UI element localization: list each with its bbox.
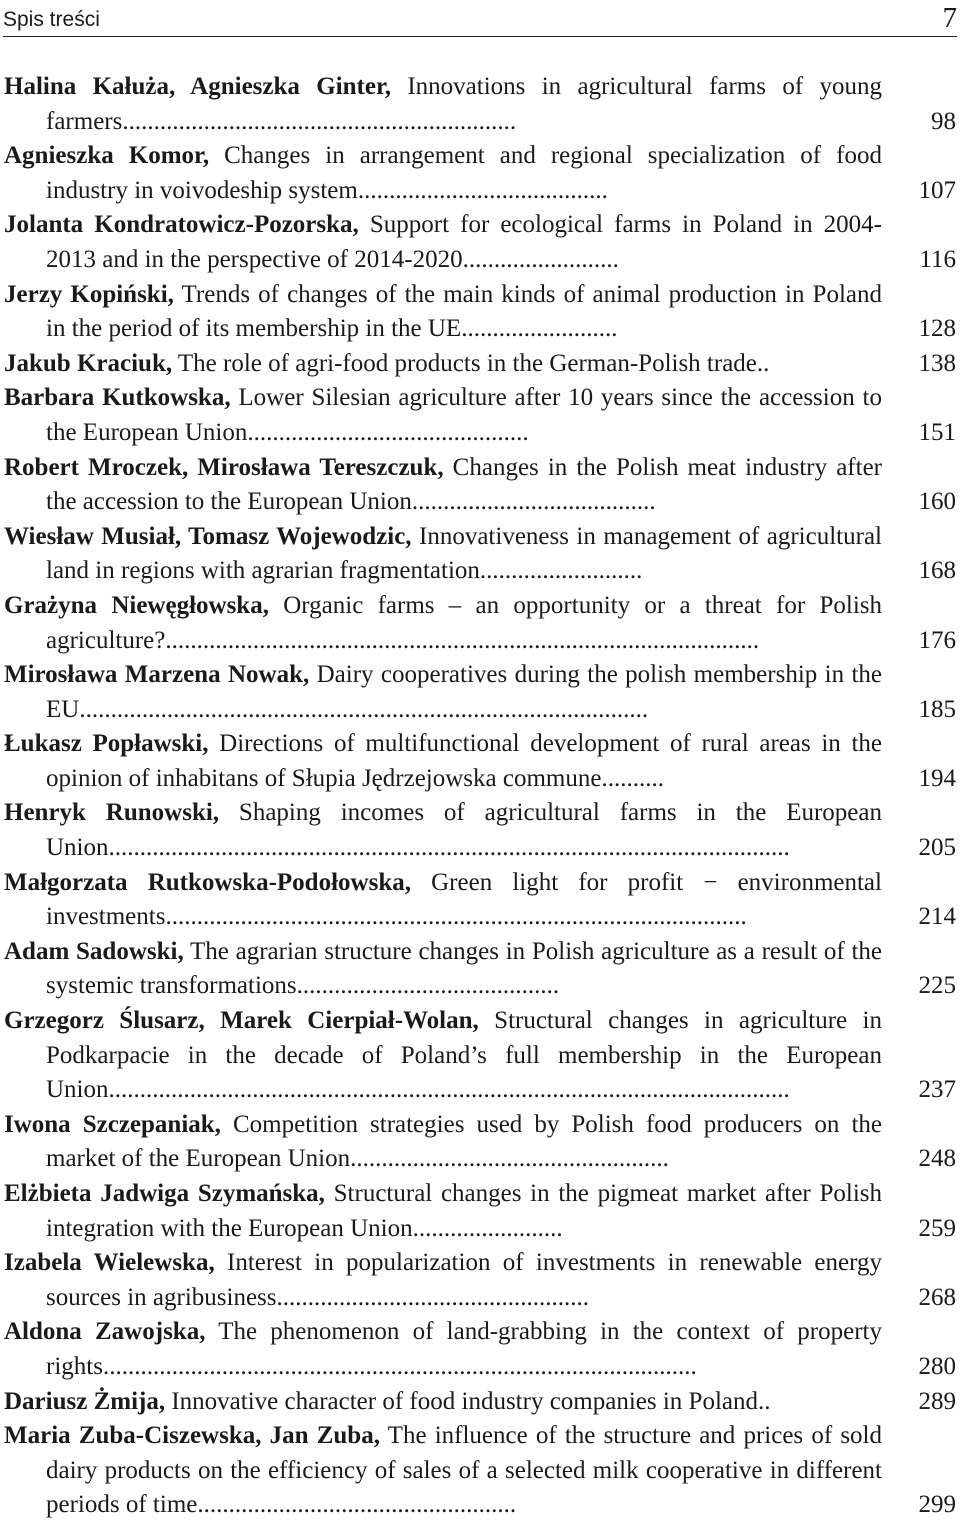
entry-leader-dots: .......................... [479, 557, 643, 585]
entry-page-number: 299 [918, 1491, 956, 1519]
entry-title: Dairy cooperatives during the polish membership in the EU [46, 661, 883, 723]
entry-page-number: 128 [918, 315, 956, 343]
entry-title: Structural changes in agriculture in Podkarpacie in the decade of Poland’s full membership in the European Union [46, 1007, 882, 1104]
entry-leader-dots: ............................................................................................................. [108, 1076, 790, 1104]
toc-entry-text [4, 520, 882, 589]
entry-title: The agrarian structure changes in Polish agriculture as a result of the systemic transformations [46, 937, 882, 1000]
entry-authors: Małgorzata Rutkowska-Podołowska, [4, 868, 411, 896]
entry-authors: Jolanta Kondratowicz-Pozorska, [4, 211, 359, 239]
toc-entry-text [4, 935, 882, 1004]
toc-entry[interactable] [4, 1315, 956, 1384]
entry-title: Changes in arrangement and regional specialization of food industry in voivodeship system [46, 142, 882, 204]
entry-title: Interest in popularization of investments in renewable energy sources in agribusiness [46, 1249, 882, 1311]
entry-page-number: 289 [918, 1387, 956, 1415]
entry-authors: Robert Mroczek, Mirosława Tereszczuk, [4, 453, 444, 481]
entry-title: Green light for profit − environmental investments [46, 868, 882, 931]
toc-entry[interactable] [4, 1108, 956, 1177]
entry-authors: Izabela Wielewska, [4, 1249, 215, 1277]
toc-entry[interactable] [4, 935, 956, 1004]
toc-entry-text [4, 1246, 882, 1315]
toc-entry-text [4, 1108, 882, 1177]
toc-entry-text [4, 1419, 882, 1523]
toc-entry[interactable] [4, 70, 956, 139]
toc-entry-text [4, 658, 882, 727]
toc-entry[interactable] [4, 1419, 956, 1523]
toc-entry[interactable] [4, 1246, 956, 1315]
entry-authors: Agnieszka Komor, [4, 142, 210, 170]
entry-title: The role of agri-food products in the German-Polish trade [172, 349, 757, 377]
entry-authors: Aldona Zawojska, [4, 1318, 206, 1346]
entry-authors: Maria Zuba-Ciszewska, Jan Zuba, [4, 1422, 380, 1450]
entry-page-number: 214 [918, 903, 956, 931]
entry-page-number: 176 [918, 626, 956, 654]
toc-entry-text [4, 796, 882, 865]
entry-title: Changes in the Polish meat industry after the accession to the European Union [46, 453, 882, 516]
entry-authors: Adam Sadowski, [4, 937, 184, 965]
toc-entry[interactable] [4, 866, 956, 935]
entry-title: Innovative character of food industry companies in Poland [165, 1387, 758, 1415]
entry-leader-dots: ............................................................................................... [102, 1352, 697, 1380]
toc-entry-text [4, 1177, 882, 1246]
entry-title: Trends of changes of the main kinds of animal production in Poland in the period of its membership in the UE [46, 280, 882, 343]
entry-page-number: 138 [918, 349, 956, 377]
toc-entry-text [4, 70, 882, 139]
entry-leader-dots: ................................................... [350, 1145, 669, 1173]
entry-authors: Iwona Szczepaniak, [4, 1110, 221, 1138]
entry-leader-dots: ......................... [462, 245, 619, 273]
toc-entry-text [4, 1385, 882, 1420]
entry-authors: Łukasz Popławski, [4, 730, 209, 758]
entry-title: Organic farms – an opportunity or a threat for Polish agriculture? [46, 591, 882, 654]
entry-authors: Elżbieta Jadwiga Szymańska, [4, 1180, 325, 1207]
toc-entry-text [4, 451, 882, 520]
entry-leader-dots: .......... [601, 764, 664, 792]
entry-title: Directions of multifunctional development of rural areas in the opinion of inhabitans of Słupia Jędrzejowska commune [46, 730, 883, 792]
entry-title: The influence of the structure and prices of sold dairy products on the efficiency of sales of a selected milk cooperative in different periods of time [46, 1422, 882, 1519]
entry-authors: Halina Kałuża, Agnieszka Ginter, [4, 73, 392, 100]
entry-leader-dots: ............................................. [247, 418, 529, 446]
toc-entry-text [4, 347, 882, 382]
toc-entry-text [4, 381, 882, 450]
entry-leader-dots: .. [758, 1387, 771, 1415]
toc-entry[interactable] [4, 1004, 956, 1108]
entry-page-number: 168 [918, 557, 956, 585]
entry-page-number: 259 [918, 1214, 956, 1242]
entry-authors: Grażyna Niewęgłowska, [4, 591, 269, 619]
entry-page-number: 98 [931, 107, 956, 135]
toc-entry-text [4, 727, 882, 796]
toc-entry[interactable] [4, 589, 956, 658]
entry-leader-dots: ......................... [461, 315, 618, 343]
entry-title: Support for ecological farms in Poland in 2004-2013 and in the perspective of 2014-2020 [46, 211, 882, 273]
toc-entry-text [4, 278, 882, 347]
entry-authors: Grzegorz Ślusarz, Marek Cierpiał-Wolan, [4, 1007, 479, 1035]
entry-page-number: 185 [918, 695, 956, 723]
entry-page-number: 107 [918, 176, 956, 204]
toc-entry[interactable] [4, 347, 956, 382]
entry-authors: Jakub Kraciuk, [4, 349, 173, 377]
toc-entry[interactable] [4, 796, 956, 865]
entry-page-number: 268 [918, 1283, 956, 1311]
toc-entry-text [4, 208, 882, 277]
entry-page-number: 280 [918, 1352, 956, 1380]
entry-page-number: 160 [918, 488, 956, 516]
toc-entry-text [4, 139, 882, 208]
entry-title: Innovativeness in management of agricultural land in regions with agrarian fragmentation [46, 522, 882, 585]
entry-page-number: 194 [918, 764, 956, 792]
entry-title: Structural changes in the pigmeat market after Polish integration with the European Union [46, 1180, 882, 1242]
entry-title: Innovations in agricultural farms of young farmers [46, 73, 882, 135]
toc-entry[interactable] [4, 520, 956, 589]
entry-page-number: 237 [918, 1076, 956, 1104]
page-number: 7 [942, 2, 957, 34]
section-title: Spis treści [3, 8, 100, 31]
entry-authors: Dariusz Żmija, [4, 1387, 166, 1415]
entry-leader-dots: ....................................... [411, 488, 656, 516]
entry-title: Lower Silesian agriculture after 10 years since the accession to the European Union [46, 384, 882, 446]
running-header [3, 2, 957, 37]
entry-leader-dots: .. [756, 349, 770, 377]
toc-entry-text [4, 1315, 882, 1384]
toc-entry-text [4, 866, 882, 935]
entry-leader-dots: ............................................................................................... [165, 626, 760, 654]
toc-entry[interactable] [4, 208, 956, 277]
entry-authors: Barbara Kutkowska, [4, 384, 231, 412]
entry-leader-dots: ................................................... [197, 1491, 517, 1519]
entry-page-number: 151 [918, 418, 956, 446]
entry-leader-dots: ........................................................................................... [79, 695, 649, 723]
entry-leader-dots: .................................................. [276, 1283, 590, 1311]
entry-page-number: 205 [918, 834, 956, 862]
entry-authors: Henryk Runowski, [4, 799, 220, 827]
entry-title: The phenomenon of land-grabbing in the context of property rights [46, 1318, 882, 1380]
entry-leader-dots: ........................ [412, 1214, 563, 1242]
entry-authors: Wiesław Musiał, Tomasz Wojewodzic, [4, 522, 412, 550]
table-of-contents [4, 70, 956, 1523]
entry-title: Shaping incomes of agricultural farms in the European Union [46, 799, 882, 862]
entry-authors: Mirosława Marzena Nowak, [4, 661, 310, 689]
entry-leader-dots: .......................................... [296, 972, 560, 1000]
toc-entry[interactable] [4, 381, 956, 450]
entry-leader-dots: ........................................ [357, 176, 608, 204]
toc-entry[interactable] [4, 1385, 956, 1420]
toc-entry[interactable] [4, 658, 956, 727]
toc-entry[interactable] [4, 451, 956, 520]
entry-leader-dots: ............................................................... [122, 107, 517, 135]
entry-page-number: 116 [919, 245, 956, 273]
toc-entry[interactable] [4, 278, 956, 347]
toc-entry[interactable] [4, 139, 956, 208]
entry-leader-dots: ............................................................................................. [165, 903, 747, 931]
entry-leader-dots: ............................................................................................................. [108, 834, 790, 862]
toc-entry-text [4, 1004, 882, 1108]
entry-title: Competition strategies used by Polish food producers on the market of the European Union [46, 1110, 883, 1173]
entry-page-number: 248 [918, 1145, 956, 1173]
toc-entry[interactable] [4, 1177, 956, 1246]
entry-page-number: 225 [918, 972, 956, 1000]
entry-authors: Jerzy Kopiński, [4, 280, 174, 308]
toc-entry-text [4, 589, 882, 658]
toc-entry[interactable] [4, 727, 956, 796]
